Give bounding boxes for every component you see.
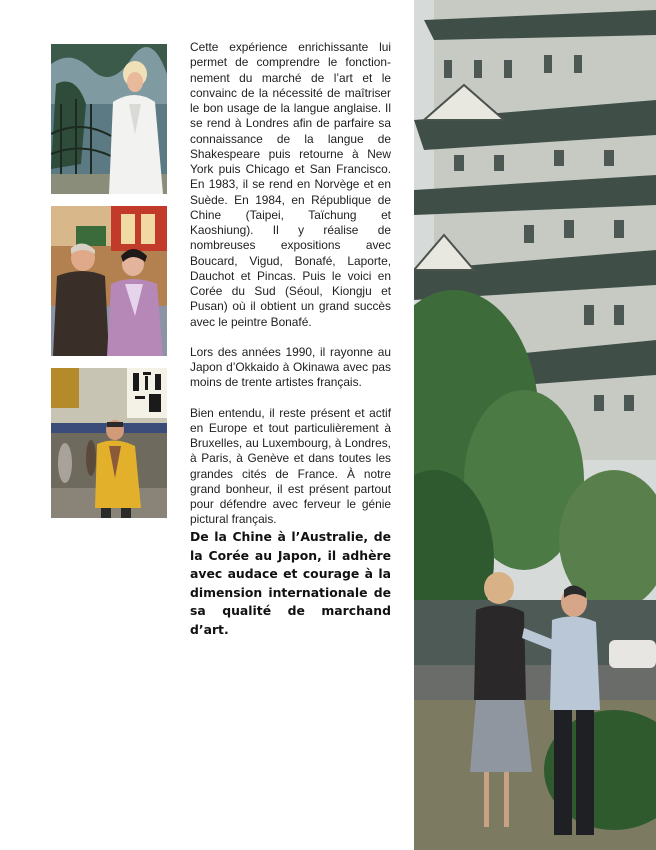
article-paragraph: Lors des années 1990, il rayonne au Japon d’Okkaido à Okinawa avec pas moins de trente artistes français.	[190, 344, 391, 390]
photo-man-and-woman-seated	[51, 206, 167, 356]
photo-woman-white-suit	[51, 44, 167, 194]
article-paragraph: Cette expérience enrichissante lui permet de comprendre le fonctionnement du marché de l’art et le convainc de la nécessité de maîtriser le bon usage de la langue anglaise. Il se rend à Londres afin de parfaire sa connaissance de la langue de Shakespeare puis retourne à New York puis Chicago et San Francisco. En 1983, il se rend en Norvège et en Suède. En 1984, en République de Chine (Taipei, Taïchung et Kaoshiung). Il y réalise de nombreuses expositions avec Boucard, Vigud, Bonafé, Laporte, Dauchot et Pincas. Puis le voici en Corée du Sud (Séoul, Kiongju et Pusan) où il obtient un grand succès avec le peintre Bonafé.	[190, 40, 391, 329]
photo-japanese-castle-couple	[414, 0, 656, 850]
pull-quote: De la Chine à l’Australie, de la Corée au Japon, il adhère avec audace et courage à la dimension internationale de sa qualité de marchand d’art.	[190, 529, 391, 637]
article-body	[190, 40, 391, 528]
photo-man-yellow-jacket-street	[51, 368, 167, 518]
article-paragraph: Bien entendu, il reste présent et actif en Europe et tout particulièrement à Bruxelles, au Luxembourg, à Londres, à Paris, à Genève et dans toutes les grandes cités de France. À notre grand bonheur, il est présent partout pour défendre avec ferveur le génie pictural français.	[190, 405, 391, 527]
